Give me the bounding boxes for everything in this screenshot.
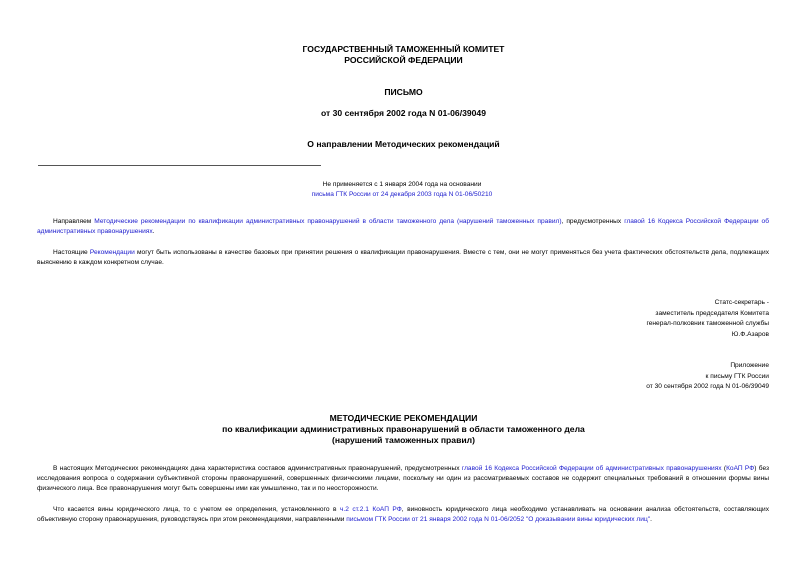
signature-line-3: генерал-полковник таможенной службы (646, 320, 769, 327)
text: В настоящих Методических рекомендациях дана характеристика составов административных правонарушений, предусмотренных (53, 465, 462, 472)
link-methodical-recommendations[interactable]: Методические рекомендации по квалификации административных правонарушений в области таможенного дела (нарушений таможенных правил) (94, 218, 562, 225)
org-line-1: ГОСУДАРСТВЕННЫЙ ТАМОЖЕННЫЙ КОМИТЕТ (302, 44, 505, 54)
text: ) без исследования вопроса о содержании субъективной стороны правонарушений, совершенных физическими лицами, поскольку ни один из рассматриваемых составов не содержит специальных требований в отношении формы вины физического лица. Все правонарушения могут быть совершены ими как умышленно, так и по неосторожности. (37, 465, 770, 492)
paragraph-3 (37, 464, 769, 494)
recommendations-subtitle-2: (нарушений таможенных правил) (332, 435, 475, 445)
signature-block (646, 298, 769, 340)
org-line-2: РОССИЙСКОЙ ФЕДЕРАЦИИ (344, 55, 463, 65)
recommendations-title: МЕТОДИЧЕСКИЕ РЕКОМЕНДАЦИИ (329, 413, 478, 423)
recommendations-heading (0, 413, 807, 446)
signature-line-1: Статс-секретарь - (714, 299, 769, 306)
separator-line (38, 165, 321, 166)
paragraph-4 (37, 505, 769, 525)
text: , виновность юридического лица необходимо устанавливать на основании анализа обстоятельств, составляющих объективную сторону правонарушения, руководствуясь при этом рекомендациями, направленными (37, 506, 769, 523)
signature-line-2: заместитель председателя Комитета (655, 309, 769, 317)
text: Настоящие (53, 249, 90, 256)
document-type: ПИСЬМО (384, 87, 423, 97)
link-chapter-16-koap-2[interactable]: главой 16 Кодекса Российской Федерации об административных правонарушениях (461, 465, 722, 472)
appendix-line-2: к письму ГТК России (705, 372, 769, 380)
link-recommendations[interactable]: Рекомендации (89, 249, 135, 256)
document-subject: О направлении Методических рекомендаций (307, 139, 500, 149)
status-notice-text: Не применяется с 1 января 2004 года на основании (322, 181, 482, 188)
text: . (152, 228, 155, 235)
text: . (650, 516, 652, 523)
paragraph-1 (37, 217, 769, 237)
status-notice (302, 180, 502, 199)
appendix-line-1: Приложение (730, 362, 769, 369)
signature-line-4: Ю.Ф.Азаров (731, 330, 769, 338)
text: , предусмотренных (561, 218, 625, 225)
text: Направляем (53, 218, 95, 225)
text: Что касается вины юридического лица, то с учетом ее определения, установленного в (53, 506, 340, 513)
appendix-line-3: от 30 сентября 2002 года N 01-06/39049 (646, 383, 769, 390)
appendix-block (646, 361, 769, 393)
text: ( (721, 465, 727, 472)
status-notice-link[interactable]: письма ГТК России от 24 декабря 2003 года N 01-06/50210 (311, 190, 493, 198)
link-chapter-16-koap[interactable]: главой 16 Кодекса Российской Федерации об административных правонарушениях (37, 218, 770, 235)
paragraph-2 (37, 248, 769, 268)
link-koap-rf[interactable]: КоАП РФ (726, 465, 755, 472)
recommendations-subtitle-1: по квалификации административных правонарушений в области таможенного дела (222, 424, 585, 434)
text: могут быть использованы в качестве базовых при принятии решения о квалификации правонарушения. Вместе с тем, они не могут применяться без учета фактических обстоятельств дела, подлежащих выяснению в каждом конкретном случае. (37, 249, 769, 266)
document-date: от 30 сентября 2002 года N 01-06/39049 (321, 108, 486, 118)
organization-name (0, 44, 807, 66)
link-gtk-letter-2052[interactable]: письмом ГТК России от 21 января 2002 года N 01-06/2052 "О доказывании вины юридических лиц" (346, 516, 651, 523)
link-article-2-1[interactable]: ч.2 ст.2.1 КоАП РФ (339, 506, 402, 513)
